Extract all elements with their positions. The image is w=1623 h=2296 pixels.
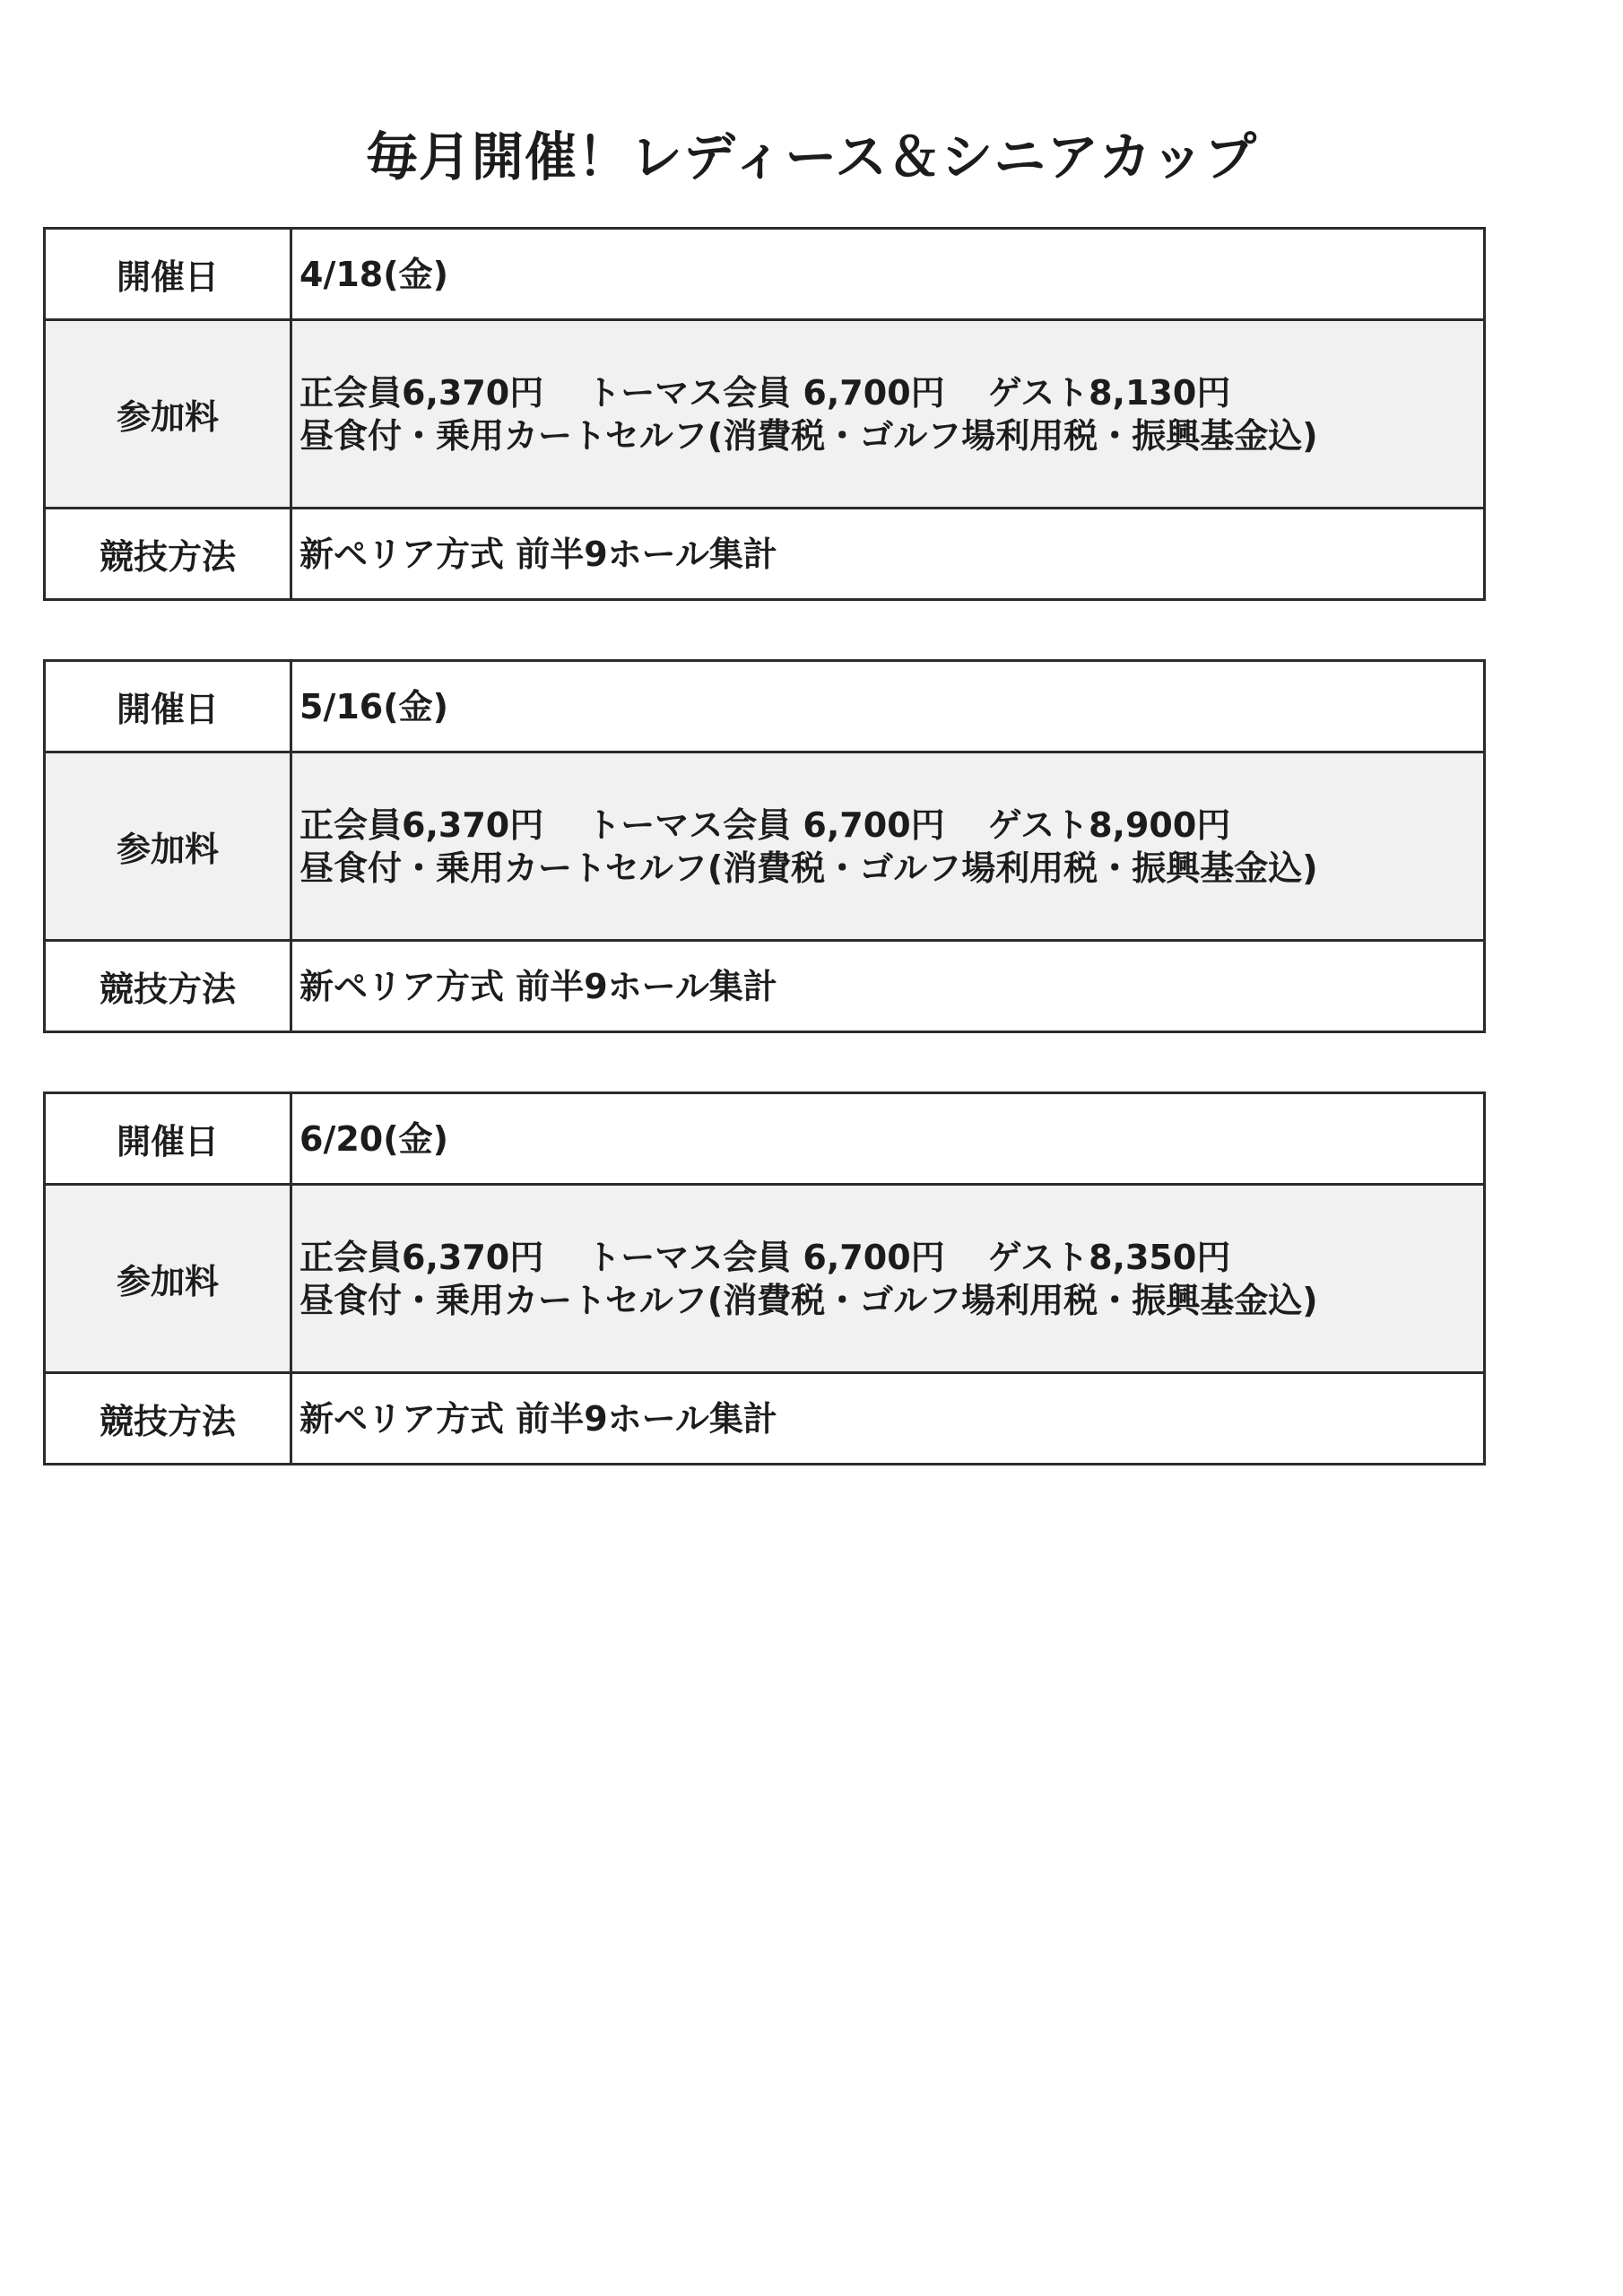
- fee-guest: ゲスト8,900円: [987, 804, 1231, 845]
- fee-details: [291, 320, 1485, 509]
- date-label: 開催日: [45, 1093, 291, 1185]
- method-label: 競技方法: [45, 509, 291, 600]
- event-date: 5/16(金): [291, 661, 1485, 752]
- fee-guest: ゲスト8,130円: [987, 372, 1231, 413]
- fee-note: 昼食付・乗用カートセルフ(消費税・ゴルフ場利用税・振興基金込): [299, 1280, 1318, 1320]
- fee-label: 参加料: [45, 320, 291, 509]
- method-label: 競技方法: [45, 1373, 291, 1465]
- fee-guest: ゲスト8,350円: [987, 1237, 1231, 1277]
- date-label: 開催日: [45, 661, 291, 752]
- fee-member: 正会員6,370円: [299, 1237, 544, 1277]
- fee-member: 正会員6,370円: [299, 372, 544, 413]
- date-label: 開催日: [45, 229, 291, 320]
- event-table-2: [43, 659, 1486, 1033]
- competition-method: 新ペリア方式 前半9ホール集計: [291, 1373, 1485, 1465]
- event-table-1: [43, 227, 1486, 601]
- event-date: 4/18(金): [291, 229, 1485, 320]
- fee-details: [291, 1185, 1485, 1373]
- fee-label: 参加料: [45, 752, 291, 941]
- competition-method: 新ペリア方式 前半9ホール集計: [291, 509, 1485, 600]
- fee-label: 参加料: [45, 1185, 291, 1373]
- fee-member: 正会員6,370円: [299, 804, 544, 845]
- fee-thomas: トーマス会員 6,700円: [586, 804, 945, 845]
- fee-thomas: トーマス会員 6,700円: [586, 1237, 945, 1277]
- method-label: 競技方法: [45, 941, 291, 1032]
- page-title: 毎月開催！レディース＆シニアカップ: [365, 126, 1258, 187]
- competition-method: 新ペリア方式 前半9ホール集計: [291, 941, 1485, 1032]
- fee-note: 昼食付・乗用カートセルフ(消費税・ゴルフ場利用税・振興基金込): [299, 415, 1318, 456]
- fee-note: 昼食付・乗用カートセルフ(消費税・ゴルフ場利用税・振興基金込): [299, 848, 1318, 888]
- fee-thomas: トーマス会員 6,700円: [586, 372, 945, 413]
- fee-details: [291, 752, 1485, 941]
- event-table-3: [43, 1091, 1486, 1465]
- event-date: 6/20(金): [291, 1093, 1485, 1185]
